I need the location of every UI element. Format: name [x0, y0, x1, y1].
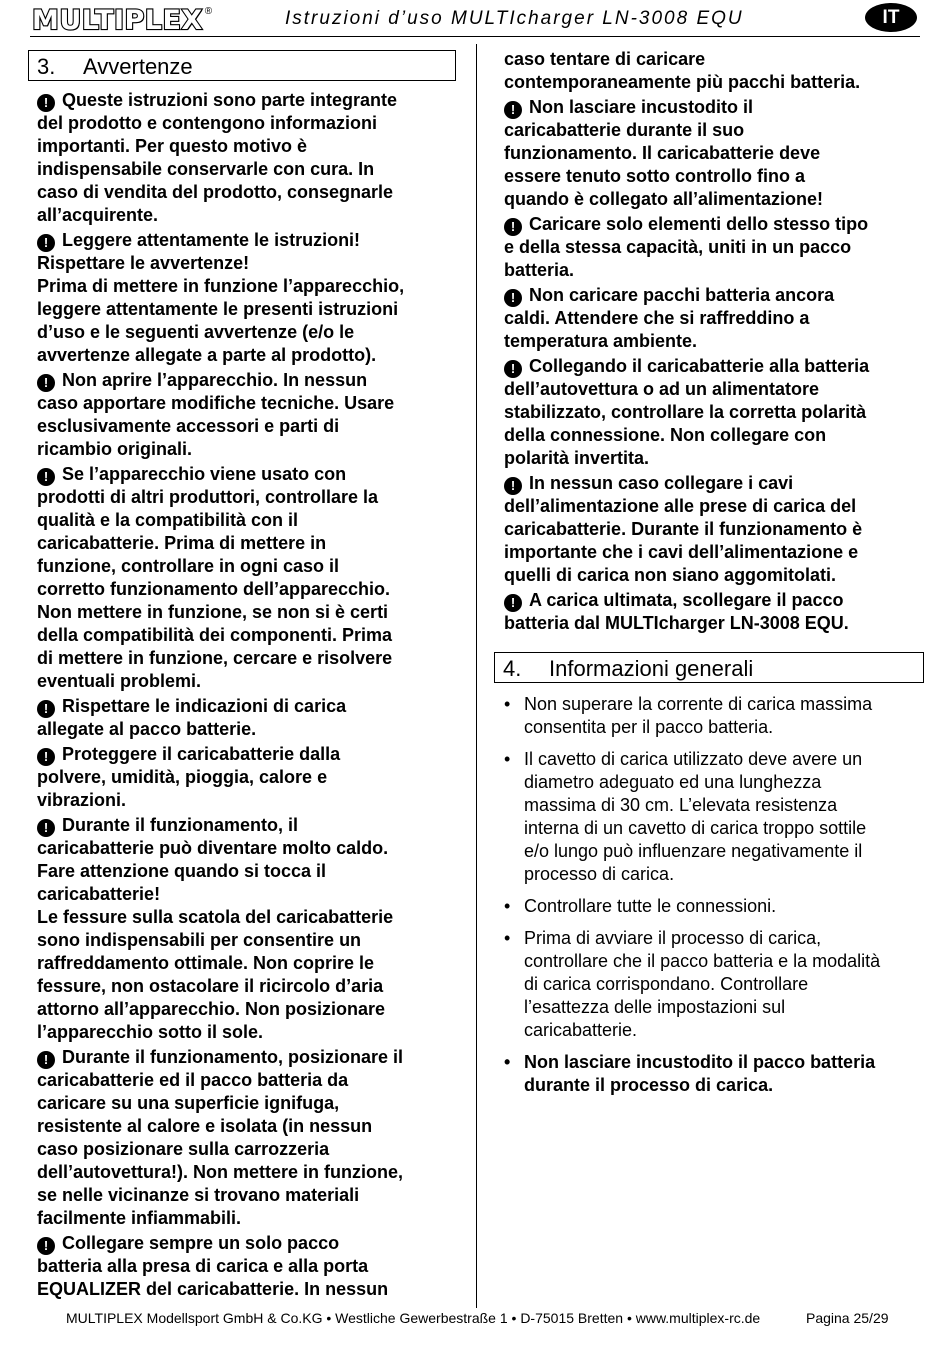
footer-address: MULTIPLEX Modellsport GmbH & Co.KG • Westliche Gewerbestraße 1 • D-75015 Bretten • www.multiplex-rc.de	[66, 1310, 761, 1326]
warning-line: indispensabile conservarle con cura. In	[37, 159, 375, 179]
warning-icon: !	[37, 748, 55, 766]
warning-icon: !	[37, 700, 55, 718]
warning-line: Proteggere il caricabatterie dalla	[62, 744, 341, 764]
warning-line: caricabatterie durante il suo	[504, 120, 745, 140]
warning-icon: !	[37, 374, 55, 392]
header-divider	[30, 36, 920, 37]
list-item	[502, 895, 924, 918]
warning-line: se nelle vicinanze si trovano materiali	[37, 1185, 360, 1205]
warning-line: caricabatterie. Durante il funzionamento è	[504, 519, 863, 539]
warning-line: e della stessa capacità, uniti in un pacco	[504, 237, 852, 257]
warning-item	[28, 814, 456, 1044]
warning-line: funzione, controllare in ogni caso il	[37, 556, 340, 576]
warning-line: A carica ultimata, scollegare il pacco	[529, 590, 844, 610]
warning-line: eventuali problemi.	[37, 671, 202, 691]
list-item-line: massima di 30 cm. L’elevata resistenza	[524, 795, 838, 815]
list-item-line: processo di carica.	[524, 864, 675, 884]
warning-line: Rispettare le indicazioni di carica	[62, 696, 347, 716]
warning-line: caldi. Attendere che si raffreddino a	[504, 308, 810, 328]
warning-item	[494, 96, 924, 211]
warning-icon: !	[37, 819, 55, 837]
warning-icon: !	[37, 1051, 55, 1069]
section-4-heading	[494, 652, 924, 683]
list-item	[502, 1051, 924, 1097]
warning-line: importanti. Per questo motivo è	[37, 136, 308, 156]
warning-icon: !	[37, 234, 55, 252]
warning-line: caso posizionare sulla carrozzeria	[37, 1139, 330, 1159]
warning-line: Non caricare pacchi batteria ancora	[529, 285, 835, 305]
warning-item	[28, 229, 456, 367]
warning-item	[28, 89, 456, 227]
section-3-heading	[28, 50, 456, 81]
warning-line: caricabatterie ed il pacco batteria da	[37, 1070, 349, 1090]
warning-line: Se l’apparecchio viene usato con	[62, 464, 347, 484]
warning-line: batteria dal MULTIcharger LN-3008 EQU.	[504, 613, 849, 633]
document-title: Istruzioni d’uso MULTIcharger LN-3008 EQU	[285, 8, 744, 29]
warning-line: Durante il funzionamento, posizionare il	[62, 1047, 404, 1067]
warning-item	[28, 463, 456, 693]
warning-line: avvertenze allegate a parte al prodotto).	[37, 345, 377, 365]
list-item-line: Il cavetto di carica utilizzato deve avere un	[524, 749, 863, 769]
warning-icon: !	[504, 289, 522, 307]
list-item-line: caricabatterie.	[524, 1020, 638, 1040]
warning-line: della connessione. Non collegare con	[504, 425, 827, 445]
language-badge: IT	[865, 3, 917, 32]
general-info-list	[494, 693, 924, 1097]
warning-line: temperatura ambiente.	[504, 331, 698, 351]
warning-line: contemporaneamente più pacchi batteria.	[504, 72, 861, 92]
warning-line: Prima di mettere in funzione l’apparecchio,	[37, 276, 405, 296]
list-item-line: Non superare la corrente di carica massima	[524, 694, 873, 714]
section-title: Avvertenze	[83, 54, 193, 79]
warning-item	[494, 213, 924, 282]
warning-line: batteria alla presa di carica e alla porta	[37, 1256, 369, 1276]
warning-line: corretto funzionamento dell’apparecchio.	[37, 579, 391, 599]
bullet-icon: •	[504, 1052, 511, 1072]
warning-line: caricabatterie. Prima di mettere in	[37, 533, 327, 553]
warning-item	[494, 472, 924, 587]
warning-line: quelli di carica non siano aggomitolati.	[504, 565, 837, 585]
warning-item	[28, 743, 456, 812]
warning-icon: !	[504, 360, 522, 378]
list-item-line: Prima di avviare il processo di carica,	[524, 928, 822, 948]
section-number: 3.	[37, 54, 56, 79]
warning-line: In nessun caso collegare i cavi	[529, 473, 794, 493]
registered-mark: ®	[204, 5, 213, 17]
logo-text: MULTIPLEX	[32, 4, 203, 36]
warning-line: di mettere in funzione, cercare e risolvere	[37, 648, 393, 668]
warning-line: esclusivamente accessori e parti di	[37, 416, 340, 436]
left-column	[28, 48, 456, 1303]
warning-line: l’apparecchio sotto il sole.	[37, 1022, 264, 1042]
warning-line: dell’alimentazione alle prese di carica del	[504, 496, 857, 516]
page-header	[30, 0, 920, 40]
warning-icon: !	[37, 1237, 55, 1255]
warning-item	[494, 48, 924, 94]
warning-line: caso di vendita del prodotto, consegnarle	[37, 182, 394, 202]
list-item-line: diametro adeguato ed una lunghezza	[524, 772, 822, 792]
warning-icon: !	[37, 94, 55, 112]
warning-line: polvere, umidità, pioggia, calore e	[37, 767, 328, 787]
warning-line: attorno all’apparecchio. Non posizionare	[37, 999, 386, 1019]
warning-line: prodotti di altri produttori, controllare la	[37, 487, 378, 507]
list-item-line: controllare che il pacco batteria e la modalità	[524, 951, 881, 971]
right-column	[494, 48, 924, 1106]
warning-icon: !	[504, 218, 522, 236]
warning-line: fessure, non ostacolare il ricircolo d’aria	[37, 976, 384, 996]
warning-icon: !	[504, 477, 522, 495]
list-item-line: e/o lungo può influenzare negativamente il	[524, 841, 863, 861]
warning-item	[28, 369, 456, 461]
warning-line: caricabatterie può diventare molto caldo.	[37, 838, 389, 858]
warning-line: caricare su una superficie ignifuga,	[37, 1093, 340, 1113]
warning-item	[494, 589, 924, 635]
warning-line: Leggere attentamente le istruzioni!	[62, 230, 361, 250]
warning-line: importante che i cavi dell’alimentazione e	[504, 542, 859, 562]
section-title: Informazioni generali	[549, 656, 754, 681]
warning-line: Fare attenzione quando si tocca il	[37, 861, 327, 881]
warning-line: Le fessure sulla scatola del caricabatterie	[37, 907, 394, 927]
warning-line: leggere attentamente le presenti istruzioni	[37, 299, 399, 319]
list-item	[502, 927, 924, 1042]
warning-line: essere tenuto sotto controllo fino a	[504, 166, 806, 186]
warning-line: Collegando il caricabatterie alla batteria	[529, 356, 870, 376]
section-number: 4.	[503, 656, 522, 681]
warning-line: Caricare solo elementi dello stesso tipo	[529, 214, 869, 234]
warnings-list-right	[494, 48, 924, 635]
warning-line: resistente al calore e isolata (in nessun	[37, 1116, 373, 1136]
warnings-list-left	[28, 89, 456, 1301]
warning-icon: !	[504, 594, 522, 612]
list-item-line: Controllare tutte le connessioni.	[524, 896, 777, 916]
warning-item	[28, 1232, 456, 1301]
warning-line: Non lasciare incustodito il	[529, 97, 754, 117]
warning-line: EQUALIZER del caricabatterie. In nessun	[37, 1279, 389, 1299]
warning-line: dell’autovettura o ad un alimentatore	[504, 379, 820, 399]
list-item-line: l’esattezza delle impostazioni sul	[524, 997, 786, 1017]
list-item	[502, 748, 924, 886]
warning-line: sono indispensabili per consentire un	[37, 930, 362, 950]
warning-line: stabilizzato, controllare la corretta polarità	[504, 402, 867, 422]
bullet-icon: •	[504, 694, 511, 714]
warning-item	[28, 1046, 456, 1230]
warning-line: caso tentare di caricare	[504, 49, 706, 69]
list-item-line: durante il processo di carica.	[524, 1075, 774, 1095]
warning-line: allegate al pacco batterie.	[37, 719, 257, 739]
warning-line: dell’autovettura!). Non mettere in funzione,	[37, 1162, 404, 1182]
warning-line: polarità invertita.	[504, 448, 650, 468]
page-number: Pagina 25/29	[806, 1310, 889, 1326]
multiplex-logo	[32, 5, 212, 35]
warning-line: qualità e la compatibilità con il	[37, 510, 299, 530]
warning-line: vibrazioni.	[37, 790, 127, 810]
warning-line: Non aprire l’apparecchio. In nessun	[62, 370, 368, 390]
warning-line: del prodotto e contengono informazioni	[37, 113, 377, 133]
warning-item	[494, 284, 924, 353]
warning-line: funzionamento. Il caricabatterie deve	[504, 143, 821, 163]
warning-line: Queste istruzioni sono parte integrante	[62, 90, 398, 110]
warning-line: Durante il funzionamento, il	[62, 815, 299, 835]
warning-line: Rispettare le avvertenze!	[37, 253, 250, 273]
bullet-icon: •	[504, 896, 511, 916]
warning-line: caso apportare modifiche tecniche. Usare	[37, 393, 395, 413]
warning-item	[494, 355, 924, 470]
warning-icon: !	[504, 101, 522, 119]
warning-line: caricabatterie!	[37, 884, 161, 904]
list-item-line: di carica corrispondano. Controllare	[524, 974, 809, 994]
warning-icon: !	[37, 468, 55, 486]
warning-line: d’uso e le seguenti avvertenze (e/o le	[37, 322, 355, 342]
warning-line: facilmente infiammabili.	[37, 1208, 242, 1228]
list-item	[502, 693, 924, 739]
list-item-line: consentita per il pacco batteria.	[524, 717, 774, 737]
warning-line: Non mettere in funzione, se non si è certi	[37, 602, 389, 622]
warning-line: della compatibilità dei componenti. Prima	[37, 625, 393, 645]
list-item-line: Non lasciare incustodito il pacco batteria	[524, 1052, 876, 1072]
bullet-icon: •	[504, 928, 511, 948]
warning-line: quando è collegato all’alimentazione!	[504, 189, 824, 209]
list-item-line: interna di un cavetto di carica troppo sottile	[524, 818, 867, 838]
warning-line: Collegare sempre un solo pacco	[62, 1233, 340, 1253]
warning-line: ricambio originali.	[37, 439, 193, 459]
column-divider	[476, 44, 477, 1308]
warning-item	[28, 695, 456, 741]
bullet-icon: •	[504, 749, 511, 769]
warning-line: batteria.	[504, 260, 575, 280]
warning-line: all’acquirente.	[37, 205, 159, 225]
warning-line: raffreddamento ottimale. Non coprire le	[37, 953, 375, 973]
